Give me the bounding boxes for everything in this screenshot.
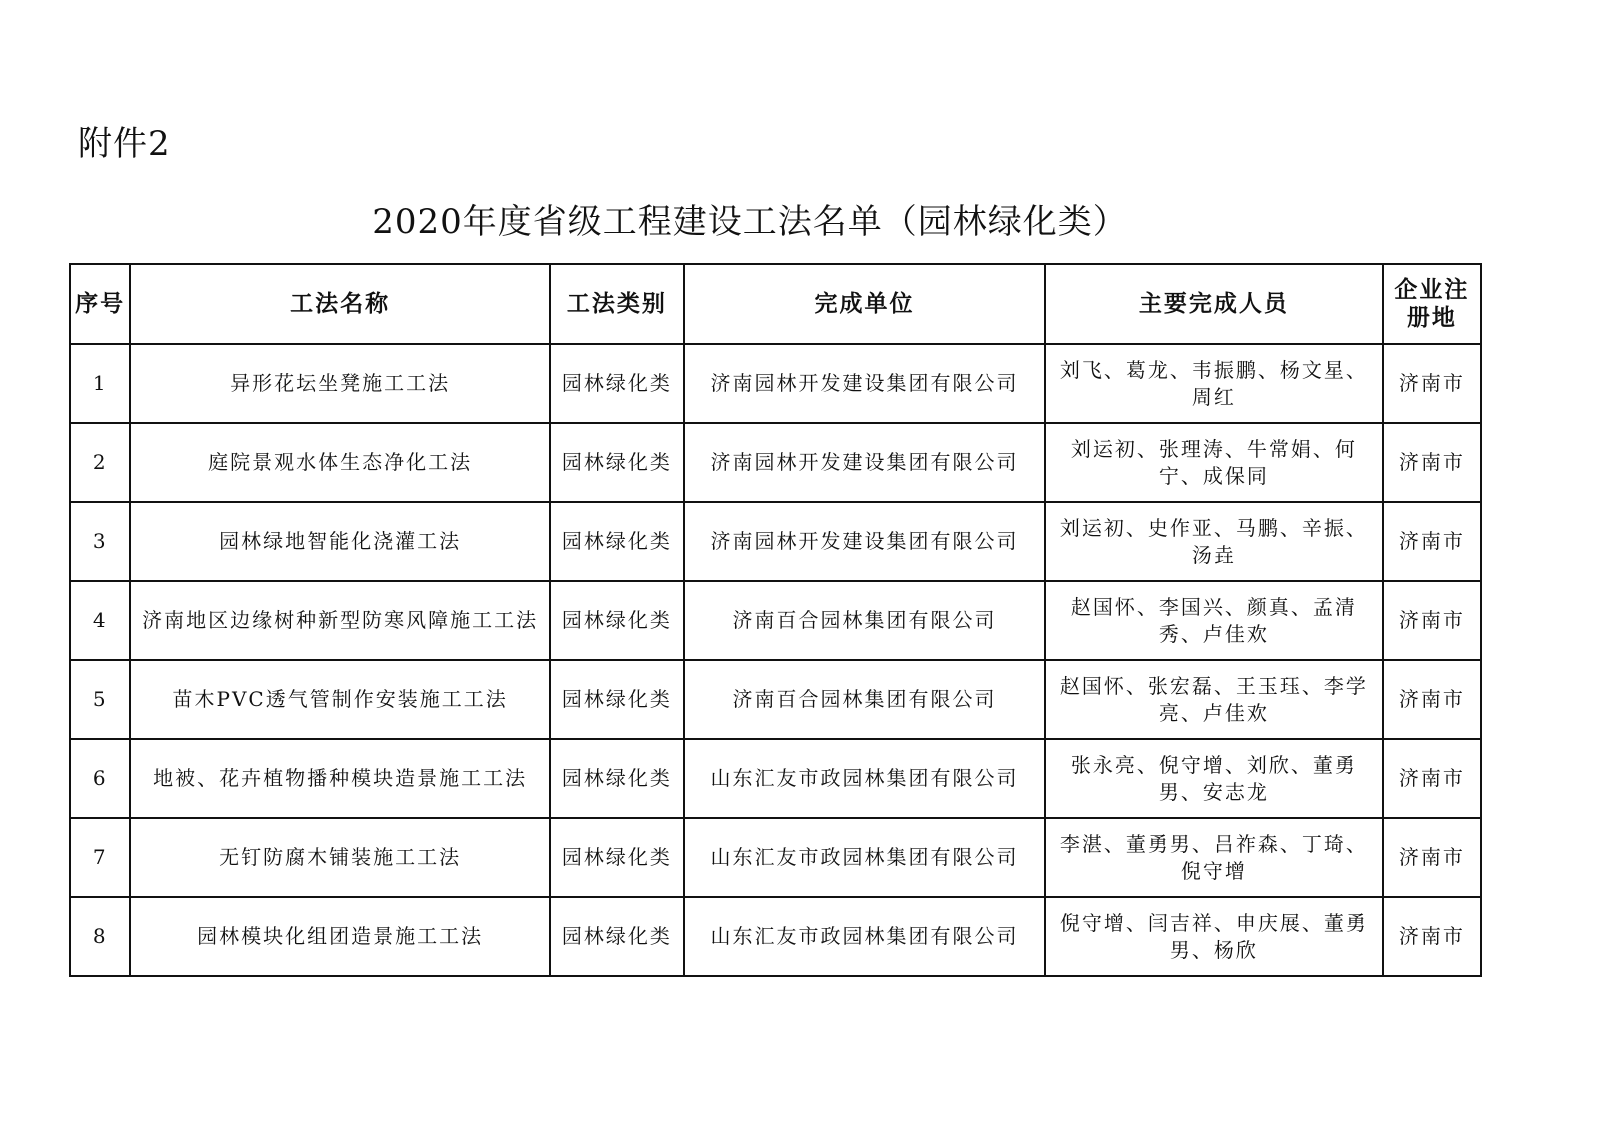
cell-method-name: 济南地区边缘树种新型防寒风障施工工法 [130,581,550,660]
cell-method-name: 异形花坛坐凳施工工法 [130,344,550,423]
cell-method-category: 园林绿化类 [550,502,684,581]
cell-main-personnel: 刘运初、张理涛、牛常娟、何宁、成保同 [1045,423,1383,502]
cell-completing-unit: 山东汇友市政园林集团有限公司 [684,897,1045,976]
cell-main-personnel: 李湛、董勇男、吕祚森、丁琦、倪守增 [1045,818,1383,897]
table-row [70,344,1481,423]
cell-serial-number: 8 [70,897,130,976]
cell-method-name: 园林绿地智能化浇灌工法 [130,502,550,581]
cell-method-category: 园林绿化类 [550,818,684,897]
cell-completing-unit: 济南园林开发建设集团有限公司 [684,423,1045,502]
cell-serial-number: 7 [70,818,130,897]
table-row [70,660,1481,739]
attachment-label: 附件2 [78,124,171,164]
header-completing-unit: 完成单位 [684,264,1045,344]
cell-serial-number: 1 [70,344,130,423]
cell-main-personnel: 张永亮、倪守增、刘欣、董勇男、安志龙 [1045,739,1383,818]
header-serial-number: 序号 [70,264,130,344]
cell-serial-number: 2 [70,423,130,502]
cell-registration-place: 济南市 [1383,818,1481,897]
cell-main-personnel: 刘飞、葛龙、韦振鹏、杨文星、周红 [1045,344,1383,423]
cell-method-name: 地被、花卉植物播种模块造景施工工法 [130,739,550,818]
cell-method-category: 园林绿化类 [550,423,684,502]
cell-completing-unit: 山东汇友市政园林集团有限公司 [684,818,1045,897]
cell-completing-unit: 济南园林开发建设集团有限公司 [684,502,1045,581]
cell-serial-number: 3 [70,502,130,581]
cell-method-category: 园林绿化类 [550,581,684,660]
cell-method-category: 园林绿化类 [550,739,684,818]
cell-method-name: 园林模块化组团造景施工工法 [130,897,550,976]
header-main-personnel: 主要完成人员 [1045,264,1383,344]
cell-registration-place: 济南市 [1383,502,1481,581]
table-header-row [70,264,1481,344]
cell-method-name: 庭院景观水体生态净化工法 [130,423,550,502]
cell-main-personnel: 赵国怀、李国兴、颜真、孟清秀、卢佳欢 [1045,581,1383,660]
table-row [70,739,1481,818]
cell-method-category: 园林绿化类 [550,344,684,423]
cell-main-personnel: 刘运初、史作亚、马鹏、辛振、汤垚 [1045,502,1383,581]
cell-registration-place: 济南市 [1383,897,1481,976]
cell-completing-unit: 山东汇友市政园林集团有限公司 [684,739,1045,818]
cell-method-name: 苗木PVC透气管制作安装施工工法 [130,660,550,739]
table-row [70,818,1481,897]
cell-completing-unit: 济南园林开发建设集团有限公司 [684,344,1045,423]
table-row [70,502,1481,581]
table-row [70,581,1481,660]
construction-method-table [69,263,1482,977]
cell-completing-unit: 济南百合园林集团有限公司 [684,581,1045,660]
header-method-category: 工法类别 [550,264,684,344]
cell-registration-place: 济南市 [1383,423,1481,502]
cell-method-name: 无钉防腐木铺装施工工法 [130,818,550,897]
table-row [70,423,1481,502]
header-registration-place: 企业注册地 [1383,264,1481,344]
header-method-name: 工法名称 [130,264,550,344]
cell-method-category: 园林绿化类 [550,897,684,976]
cell-serial-number: 6 [70,739,130,818]
cell-registration-place: 济南市 [1383,344,1481,423]
cell-method-category: 园林绿化类 [550,660,684,739]
cell-registration-place: 济南市 [1383,739,1481,818]
cell-registration-place: 济南市 [1383,581,1481,660]
table-row [70,897,1481,976]
cell-completing-unit: 济南百合园林集团有限公司 [684,660,1045,739]
cell-registration-place: 济南市 [1383,660,1481,739]
cell-main-personnel: 赵国怀、张宏磊、王玉珏、李学亮、卢佳欢 [1045,660,1383,739]
document-title: 2020年度省级工程建设工法名单（园林绿化类） [372,202,1128,242]
cell-main-personnel: 倪守增、闫吉祥、申庆展、董勇男、杨欣 [1045,897,1383,976]
cell-serial-number: 5 [70,660,130,739]
cell-serial-number: 4 [70,581,130,660]
